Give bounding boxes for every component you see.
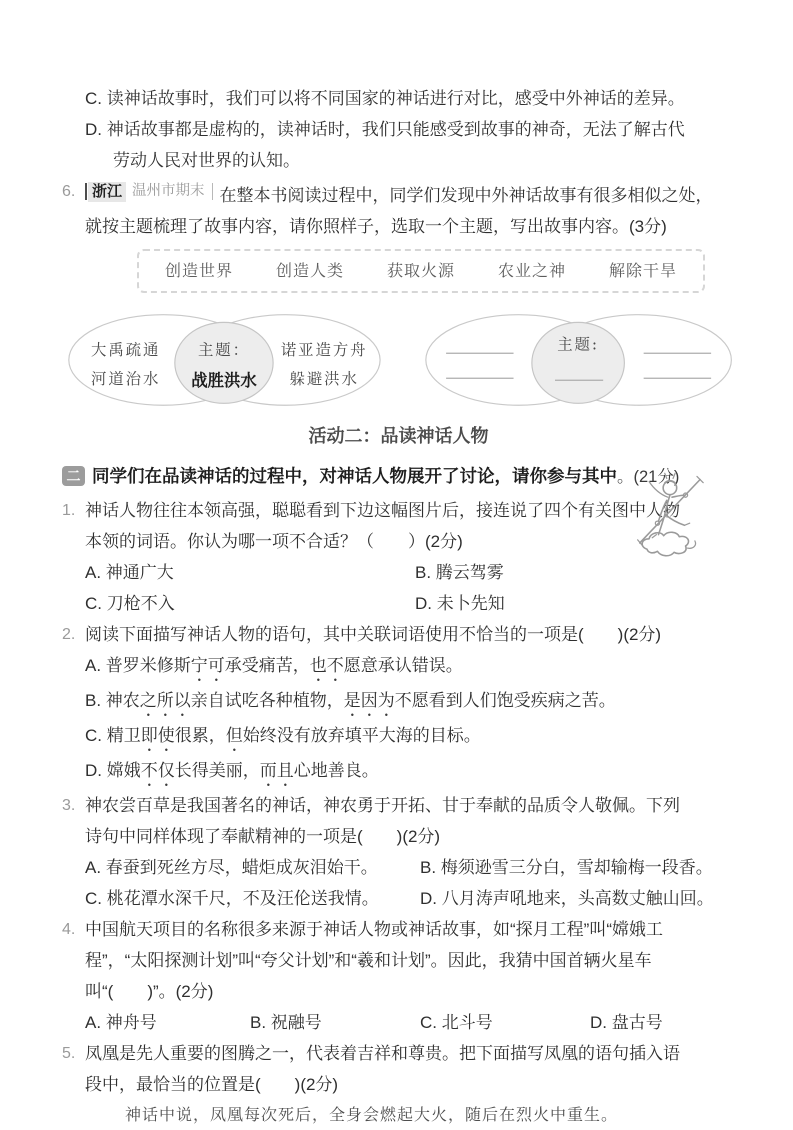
question-6: [62, 176, 735, 301]
prev-question-options: [62, 83, 735, 176]
option-c: C. 读神话故事时，我们可以将不同国家的神话进行对比，感受中外神话的差异。: [85, 89, 685, 108]
tag-left-bar-icon: [85, 183, 87, 200]
q3-option-a: A. 春蚕到死丝方尽，蜡炬成灰泪始干。: [85, 858, 378, 877]
q4-option-b: B. 祝融号: [250, 1013, 322, 1032]
question-6-line2: 就按主题梳理了故事内容，请你照样子，选取一个主题，写出故事内容。(3分): [85, 217, 667, 236]
q2-option-c: C. 精卫即使很累，但始终没有放弃填平大海的目标。: [85, 726, 481, 745]
question-2-number: 2.: [62, 626, 76, 643]
option-d-line1: D. 神话故事都是虚构的，读神话时，我们只能感受到故事的神奇，无法了解古代: [85, 120, 685, 139]
q4-option-c: C. 北斗号: [420, 1013, 493, 1032]
exam-source-tag: [85, 176, 213, 207]
question-4-line3: 叫“( )”。(2分): [85, 982, 214, 1001]
tag-exam-label: 温州市期末: [132, 183, 205, 199]
question-6-line1: [85, 176, 735, 211]
venn-example-diagram: [64, 305, 388, 413]
q1-option-a: A. 神通广大: [85, 563, 174, 582]
q3-option-c: C. 桃花潭水深千尺，不及汪伦送我情。: [85, 889, 379, 908]
question-5-number: 5.: [62, 1045, 76, 1062]
theme-item: 创造世界: [165, 261, 234, 280]
q2-option-b: B. 神农之所以亲自试吃各种植物，是因为不愿看到人们饱受疾病之苦。: [85, 691, 616, 710]
q5-insert-sentence: 神话中说，凤凰每次死后，全身会燃起大火，随后在烈火中重生。: [125, 1105, 619, 1124]
q1-option-c: C. 刀枪不入: [85, 594, 175, 613]
question-2: [62, 619, 735, 790]
q4-option-a: A. 神舟号: [85, 1013, 157, 1032]
venn-left-text2: 河道治水: [91, 370, 161, 389]
section-two-points: 。(21分): [617, 468, 680, 486]
option-d-line2: 劳动人民对世界的认知。: [113, 151, 300, 170]
question-3-line1: 神农尝百草是我国著名的神话，神农勇于开拓、甘于奉献的品质令人敬佩。下列: [85, 796, 680, 815]
venn-center-label: 主题：: [197, 341, 250, 360]
q3-option-b: B. 梅须逊雪三分白，雪却输梅一段香。: [420, 858, 713, 877]
question-5-line2: 段中，最恰当的位置是( )(2分): [85, 1075, 339, 1094]
question-1-number: 1.: [62, 502, 76, 519]
question-5: [62, 1038, 735, 1130]
venn-left-text1: 大禹疏通: [91, 341, 161, 360]
q2-option-a: A. 普罗米修斯宁可承受痛苦，也不愿意承认错误。: [85, 656, 463, 675]
question-5-line1: 凤凰是先人重要的图腾之一，代表着吉祥和尊贵。把下面描写凤凰的语句插入语: [85, 1044, 680, 1063]
q3-option-d: D. 八月涛声吼地来，头高数丈触山回。: [420, 889, 714, 908]
section-two-badge: 二: [62, 466, 85, 486]
tag-right-bar-icon: [212, 183, 213, 200]
theme-item: 获取火源: [386, 261, 455, 280]
question-3-number: 3.: [62, 797, 76, 814]
q2-option-d: D. 嫦娥不仅长得美丽，而且心地善良。: [85, 761, 379, 780]
q4-option-d: D. 盘古号: [590, 1013, 663, 1032]
theme-item: 农业之神: [497, 261, 566, 280]
monkey-king-illustration-icon: [630, 466, 714, 570]
question-4-line1: 中国航天项目的名称很多来源于神话人物或神话故事，如“探月工程”叫“嫦娥工: [85, 920, 663, 939]
venn-center-value: 战胜洪水: [191, 371, 257, 390]
venn-blank-center-label: 主题:: [557, 335, 599, 354]
question-6-text1: 在整本书阅读过程中，同学们发现中外神话故事有很多相似之处，: [219, 186, 713, 205]
question-4-number: 4.: [62, 921, 76, 938]
question-6-number: 6.: [62, 183, 76, 200]
activity-2-title: 活动二：品读神话人物: [308, 426, 489, 446]
theme-word-bank: [137, 249, 705, 293]
question-3-line2: 诗句中同样体现了奉献精神的一项是( )(2分): [85, 827, 441, 846]
question-1-line2: 本领的词语。你认为哪一项不合适？（ ）(2分): [85, 532, 463, 551]
venn-diagrams: [64, 305, 735, 413]
question-4: [62, 914, 735, 1038]
venn-blank-diagram: [422, 305, 735, 413]
q1-option-d: D. 未卜先知: [415, 594, 505, 613]
tag-region-label: 浙江: [88, 182, 126, 202]
question-3: [62, 790, 735, 914]
section-two-text: 同学们在品读神话的过程中，对神话人物展开了讨论，请你参与其中: [92, 466, 617, 486]
question-1-line1: 神话人物往往本领高强，聪聪看到下边这幅图片后，接连说了四个有关图中人物: [85, 501, 680, 520]
question-4-line2: 程”，“太阳探测计划”叫“夸父计划”和“羲和计划”。因此，我猜中国首辆火星车: [85, 951, 652, 970]
theme-item: 创造人类: [275, 261, 344, 280]
q1-option-b: B. 腾云驾雾: [415, 563, 504, 582]
venn-right-text2: 躲避洪水: [289, 370, 359, 389]
theme-item: 解除干旱: [608, 261, 677, 280]
question-2-line1: 阅读下面描写神话人物的语句，其中关联词语使用不恰当的一项是( )(2分): [85, 625, 662, 644]
venn-right-text1: 诺亚造方舟: [280, 341, 368, 360]
